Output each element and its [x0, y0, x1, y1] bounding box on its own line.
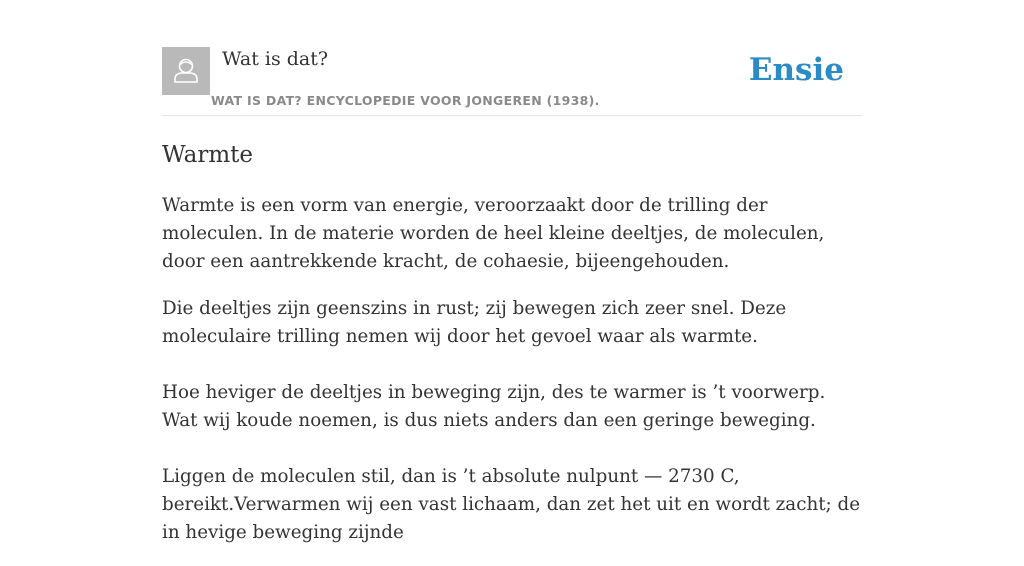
page [162, 0, 862, 543]
source-subtitle: WAT IS DAT? ENCYCLOPEDIE VOOR JONGEREN (1938). [211, 93, 600, 108]
article-title: Warmte [162, 142, 254, 168]
user-avatar-icon[interactable] [162, 47, 210, 95]
source-title-link[interactable]: Wat is dat? [222, 48, 329, 70]
ensie-logo[interactable]: Ensie [748, 52, 844, 88]
article-body [162, 192, 862, 566]
article-paragraph: Die deeltjes zijn geenszins in rust; zij bewegen zich zeer snel. Deze moleculaire trilling nemen wij door het gevoel waar als warmte. Hoe heviger de deeltjes in beweging zijn, des te warmer is ’t voorwerp. Wat wij koude noemen, is dus niets anders dan een geringe beweging. Liggen de moleculen stil, dan is ’t absolute nulpunt — 2730 C, bereikt.Verwarmen wij een vast lichaam, dan zet het uit en wordt zacht; de in hevige beweging zijnde [162, 298, 861, 543]
source-header [162, 0, 862, 116]
article-paragraph: Warmte is een vorm van energie, veroorzaakt door de trilling der moleculen. In de materie worden de heel kleine deeltjes, de moleculen, door een aantrekkende kracht, de cohaesie, bijeengehouden. [162, 195, 825, 272]
